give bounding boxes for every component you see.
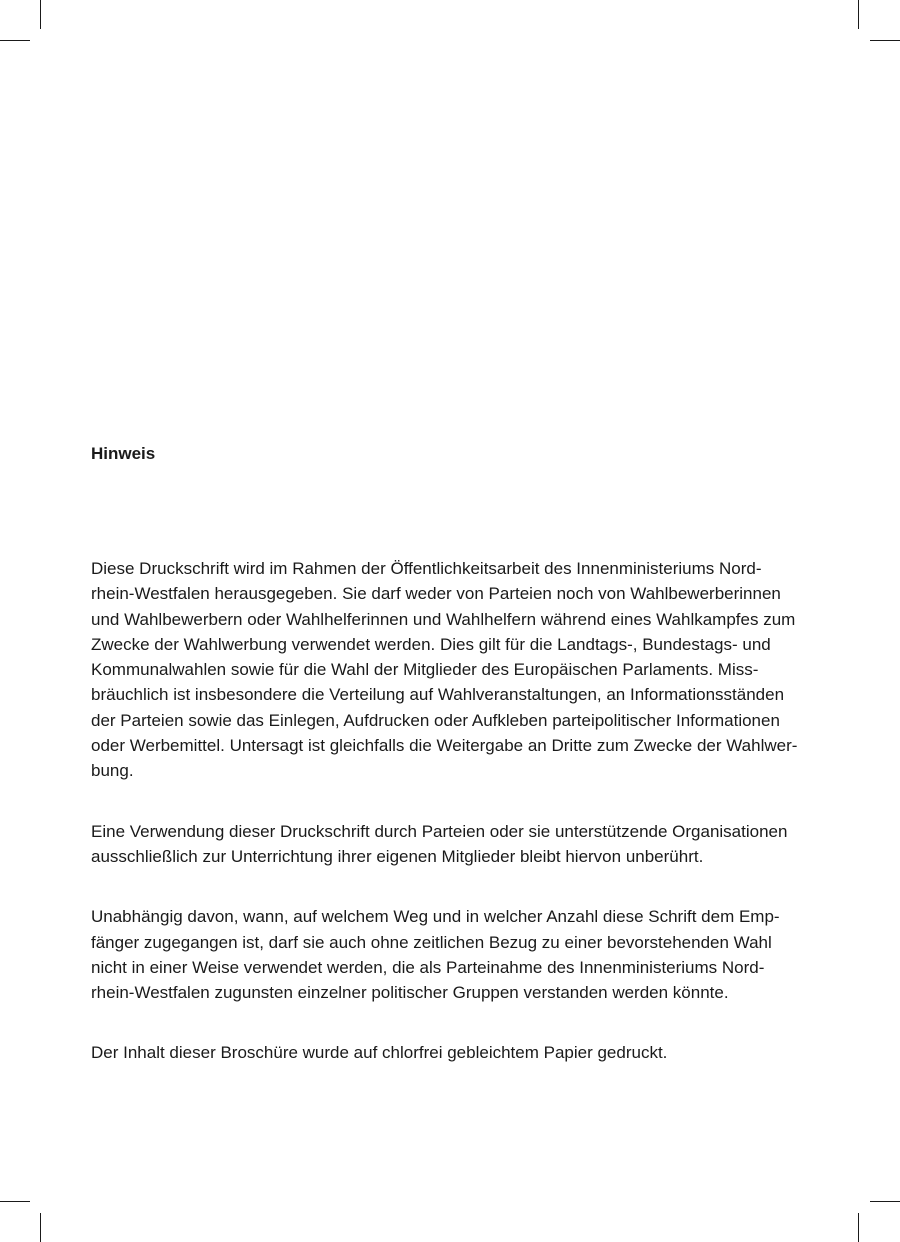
notice-body	[91, 556, 816, 1101]
crop-mark-top-left-vertical	[40, 0, 41, 29]
paragraph-member-information: Eine Verwendung dieser Druckschrift durch Parteien oder sie unterstützende Organisationen ausschließlich zur Unterrichtung ihrer eigenen Mitglieder bleibt hiervon unberührt.	[91, 821, 788, 866]
crop-mark-top-left-horizontal	[0, 40, 30, 41]
crop-mark-bottom-right-horizontal	[870, 1201, 900, 1202]
crop-mark-bottom-right-vertical	[858, 1213, 859, 1242]
page-heading: Hinweis	[91, 444, 156, 463]
paragraph-paper-note: Der Inhalt dieser Broschüre wurde auf chlorfrei gebleichtem Papier gedruckt.	[91, 1043, 668, 1063]
crop-mark-bottom-left-horizontal	[0, 1201, 30, 1202]
paragraph-usage-restriction: Diese Druckschrift wird im Rahmen der Öffentlichkeitsarbeit des Innenministeriums Nord- rhein-Westfalen herausgegeben. Sie darf weder von Parteien noch von Wahlbewerberinnen und Wahlbewerbern oder Wahlhelferinnen und Wahlhelfern während eines Wahlkampfes zum Zwecke der Wahlwerbung verwendet werden. Dies gilt für die Landtags-, Bundestags- und Kommunalwahlen sowie für die Wahl der Mitglieder des Europäischen Parlaments. Miss- bräuchlich ist insbesondere die Verteilung auf Wahlveranstaltungen, an Informationsständen der Parteien sowie das Einlegen, Aufdrucken oder Aufkleben parteipolitischer Informationen oder Werbemittel. Untersagt ist gleichfalls die Weitergabe an Dritte zum Zwecke der Wahlwer- bung.	[91, 559, 798, 781]
paragraph-neutrality: Unabhängig davon, wann, auf welchem Weg und in welcher Anzahl diese Schrift dem Emp- fänger zugegangen ist, darf sie auch ohne zeitlichen Bezug zu einer bevorstehenden Wahl nicht in einer Weise verwendet werden, die als Parteinahme des Innenministeriums Nord- rhein-Westfalen zugunsten einzelner politischer Gruppen verstanden werden könnte.	[91, 907, 780, 1003]
crop-mark-bottom-left-vertical	[40, 1213, 41, 1242]
crop-mark-top-right-vertical	[858, 0, 859, 29]
crop-mark-top-right-horizontal	[870, 40, 900, 41]
